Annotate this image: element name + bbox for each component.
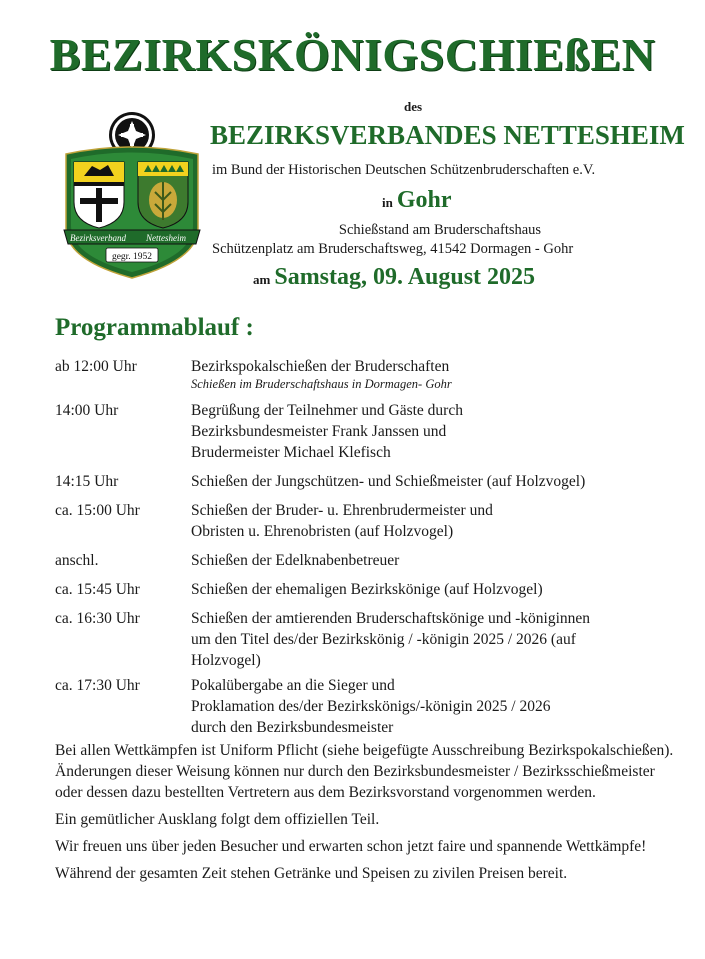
schedule-desc	[191, 471, 675, 492]
in-label: in	[382, 195, 393, 210]
schedule-time: ca. 15:00 Uhr	[55, 502, 140, 519]
schedule-time: 14:00 Uhr	[55, 402, 119, 419]
schedule-subline: Schießen im Bruderschaftshaus in Dormagen- Gohr	[191, 377, 452, 391]
schedule-line: Proklamation des/der Bezirkskönigs/-königin 2025 / 2026	[191, 698, 551, 715]
page-title: BEZIRKSKÖNIGSCHIEßEN	[49, 29, 656, 80]
schedule-desc	[191, 400, 675, 463]
lion-shield-icon	[74, 162, 124, 228]
am-label: am	[253, 272, 271, 287]
note-paragraph: Bei allen Wettkämpfen ist Uniform Pflicht (siehe beigefügte Ausschreibung Bezirkspokalschießen). Änderungen dieser Weisung können nur durch den Bezirksbundesmeister / Bezirksschießmeister oder dessen dazu bestellten Vertretern aus dem Bezirksvorstand vorgenommen werden.	[55, 742, 674, 801]
schedule-line: Schießen der ehemaligen Bezirkskönige (auf Holzvogel)	[191, 581, 543, 598]
schedule-desc	[191, 550, 675, 571]
logo-banner-right: Nettesheim	[146, 233, 186, 243]
schedule-line: Bezirksbundesmeister Frank Janssen und	[191, 423, 447, 440]
schedule-row	[55, 608, 675, 671]
schedule-desc	[191, 608, 675, 671]
schedule-time: ab 12:00 Uhr	[55, 358, 137, 375]
verband-name: BEZIRKSVERBANDES NETTESHEIM	[210, 120, 685, 150]
schedule-line: Bezirkspokalschießen der Bruderschaften	[191, 358, 450, 375]
logo-founded: gegr. 1952	[111, 252, 153, 262]
schedule-line: Schießen der amtierenden Bruderschaftskönige und -königinnen	[191, 610, 591, 627]
schedule-line: Brudermeister Michael Klefisch	[191, 444, 391, 461]
range-line: Schießstand am Bruderschaftshaus	[338, 222, 542, 238]
schedule-line: durch den Bezirksbundesmeister	[191, 719, 394, 736]
schedule-row	[55, 400, 675, 463]
schedule-line: um den Titel des/der Bezirkskönig / -königin 2025 / 2026 (auf	[191, 631, 576, 648]
schedule-time: anschl.	[55, 552, 99, 569]
schedule-row	[55, 500, 675, 542]
schedule-line: Pokalübergabe an die Sieger und	[191, 677, 395, 694]
notes	[55, 740, 675, 890]
note-paragraph: Wir freuen uns über jeden Besucher und erwarten schon jetzt faire und spannende Wettkämpfe!	[55, 838, 647, 855]
note-paragraph: Ein gemütlicher Ausklang folgt dem offiziellen Teil.	[55, 811, 380, 828]
schedule-line: Schießen der Edelknabenbetreuer	[191, 552, 400, 569]
program-heading: Programmablauf :	[55, 314, 254, 341]
schedule-desc	[191, 579, 675, 600]
schedule-desc	[191, 675, 675, 738]
des-label: des	[404, 99, 423, 114]
schedule-time: ca. 17:30 Uhr	[55, 677, 140, 694]
location-line	[382, 187, 452, 214]
schedule-line: Begrüßung der Teilnehmer und Gäste durch	[191, 402, 463, 419]
program-schedule	[55, 356, 675, 746]
schedule-desc	[191, 356, 675, 392]
schedule-row	[55, 579, 675, 600]
schedule-line: Schießen der Jungschützen- und Schießmeister (auf Holzvogel)	[191, 473, 586, 490]
schedule-time: ca. 15:45 Uhr	[55, 581, 140, 598]
schedule-line: Schießen der Bruder- u. Ehrenbrudermeister und	[191, 502, 493, 519]
schedule-time: ca. 16:30 Uhr	[55, 610, 140, 627]
bund-line: im Bund der Historischen Deutschen Schützenbruderschaften e.V.	[212, 162, 596, 178]
schedule-row	[55, 550, 675, 571]
schedule-line: Holzvogel)	[191, 652, 261, 669]
schedule-desc	[191, 500, 675, 542]
wheat-shield-icon	[138, 162, 188, 228]
place-name: Gohr	[396, 187, 452, 213]
date-line	[253, 264, 535, 291]
schedule-line: Obristen u. Ehrenobristen (auf Holzvogel)	[191, 523, 454, 540]
bezirksverband-logo	[62, 110, 202, 282]
schedule-row	[55, 471, 675, 492]
note-paragraph: Während der gesamten Zeit stehen Getränke und Speisen zu zivilen Preisen bereit.	[55, 865, 568, 882]
schedule-time: 14:15 Uhr	[55, 473, 119, 490]
schedule-row	[55, 675, 675, 738]
event-date: Samstag, 09. August 2025	[274, 264, 536, 290]
schedule-row	[55, 356, 675, 392]
address-line: Schützenplatz am Bruderschaftsweg, 41542 Dormagen - Gohr	[212, 241, 574, 257]
logo-banner-left: Bezirksverband	[70, 233, 126, 243]
